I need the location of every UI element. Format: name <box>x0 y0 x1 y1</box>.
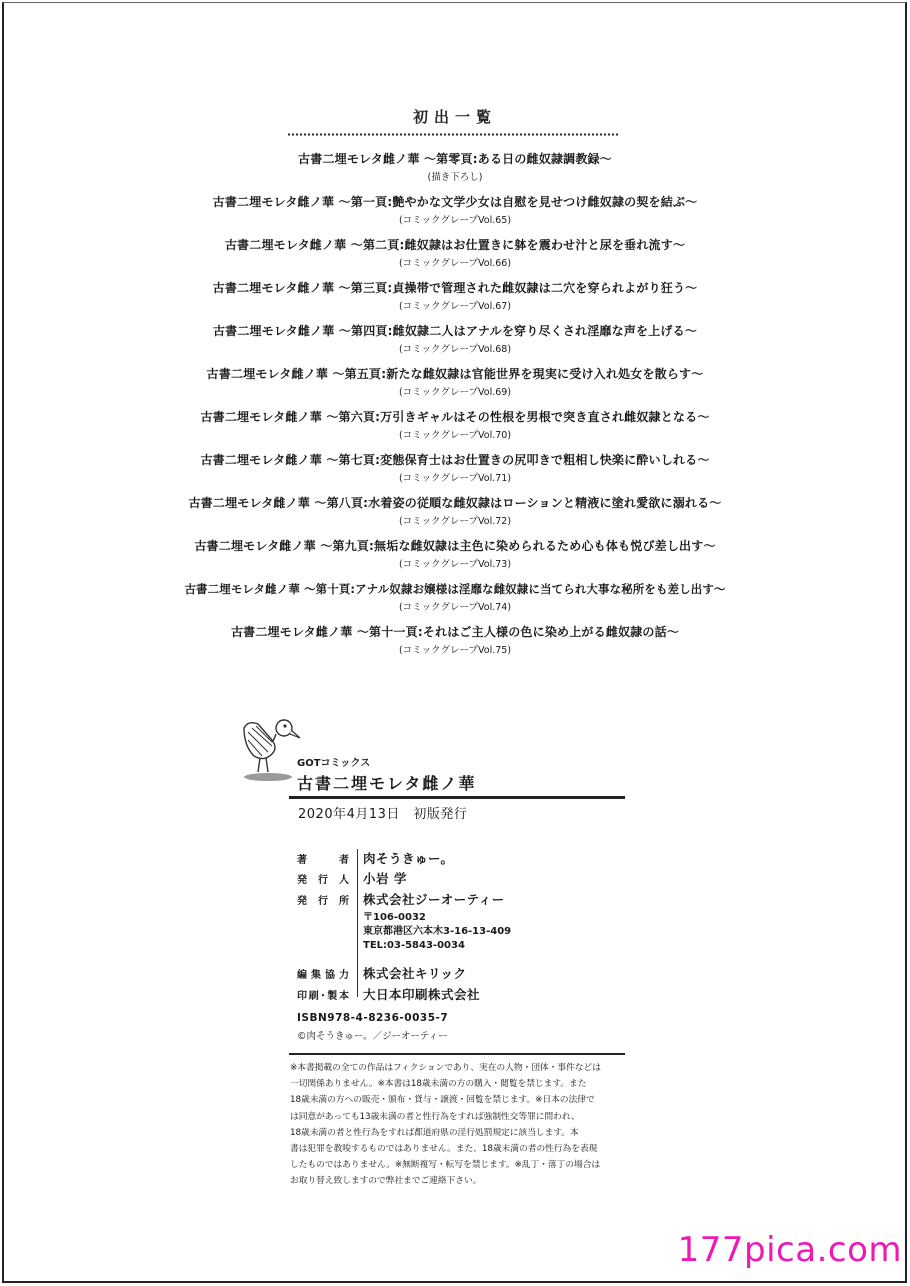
publisher-label: 発行所 <box>297 896 349 907</box>
entry-source: (コミックグレープVol.75) <box>398 645 512 656</box>
list-item <box>0 495 910 538</box>
isbn: ISBN978-4-8236-0035-7 <box>297 1012 449 1024</box>
colophon-row-publisher <box>297 890 627 964</box>
entry-source: (コミックグレープVol.65) <box>398 215 512 226</box>
entry-source: (コミックグレープVol.68) <box>398 344 512 355</box>
printing-label: 印刷･製本 <box>297 991 349 1002</box>
entry-title: 古書二埋モレタ雌ノ華 ～第十一頁:それはご主人様の色に染め上がる雌奴隷の話～ <box>230 625 680 639</box>
book-title: 古書二埋モレタ雌ノ華 <box>297 774 477 793</box>
entry-source: (コミックグレープVol.67) <box>398 301 512 312</box>
copyright: ©肉そうきゅー。／ジーオーティー <box>297 1031 448 1042</box>
colophon-table <box>297 849 627 1006</box>
bird-logo-icon <box>238 714 302 784</box>
list-item <box>0 581 910 624</box>
editing-value: 株式会社キリック <box>363 966 467 981</box>
publisher-person-value: 小岩 学 <box>363 871 407 886</box>
entry-title: 古書二埋モレタ雌ノ華 ～第七頁:変態保育士はお仕置きの尻叩きで粗相し快楽に酔いしれる～ <box>200 453 710 467</box>
list-item <box>0 624 910 667</box>
list-item <box>0 366 910 409</box>
entry-source: (コミックグレープVol.71) <box>398 473 512 484</box>
entry-source: (コミックグレープVol.72) <box>398 516 512 527</box>
list-item <box>0 280 910 323</box>
entry-title: 古書二埋モレタ雌ノ華 ～第五頁:新たな雌奴隷は官能世界を現実に受け入れ処女を散らす～ <box>206 367 704 381</box>
printing-value: 大日本印刷株式会社 <box>363 987 481 1002</box>
colophon-divider <box>289 796 625 799</box>
entry-source: (コミックグレープVol.73) <box>398 559 512 570</box>
colophon-row-printing <box>297 985 627 1006</box>
list-item <box>0 237 910 280</box>
site-watermark: 177pica.com <box>677 1230 902 1270</box>
publish-date: 2020年4月13日 初版発行 <box>298 807 468 822</box>
entry-title: 古書二埋モレタ雌ノ華 ～第十頁:アナル奴隷お嬢様は淫靡な雌奴隷に当てられ大事な秘所をも差し出す～ <box>184 582 726 596</box>
address: 東京都港区六本木3-16-13-409 <box>363 926 512 937</box>
list-item <box>0 452 910 495</box>
author-label: 著 者 <box>297 855 349 866</box>
entry-title: 古書二埋モレタ雌ノ華 ～第六頁:万引きギャルはその性根を男根で突き直され雌奴隷となる～ <box>200 410 710 424</box>
list-item <box>0 151 910 194</box>
series-label: GOTコミックス <box>297 758 371 769</box>
entry-title: 古書二埋モレタ雌ノ華 ～第三頁:貞操帯で管理された雌奴隷は二穴を穿られよがり狂う～ <box>212 281 698 295</box>
entry-title: 古書二埋モレタ雌ノ華 ～第二頁:雌奴隷はお仕置きに躰を震わせ汁と尿を垂れ流す～ <box>224 238 686 252</box>
entry-source: (コミックグレープVol.74) <box>398 602 512 613</box>
postal-code: 〒106-0032 <box>363 912 426 923</box>
publisher-value: 株式会社ジーオーティー <box>363 892 505 907</box>
entry-title: 古書二埋モレタ雌ノ華 ～第九頁:無垢な雌奴隷は主色に染められるため心も体も悦び差し出す～ <box>194 539 716 553</box>
author-value: 肉そうきゅー。 <box>363 851 454 866</box>
entry-title: 古書二埋モレタ雌ノ華 ～第一頁:艶やかな文学少女は自慰を見せつけ雌奴隷の契を結ぶ～ <box>212 195 698 209</box>
notice-divider <box>289 1053 625 1055</box>
list-item <box>0 538 910 581</box>
list-item <box>0 323 910 366</box>
editing-label: 編集協力 <box>297 970 349 981</box>
entry-title: 古書二埋モレタ雌ノ華 ～第零頁:ある日の雌奴隷調教録～ <box>298 152 612 166</box>
entry-title: 古書二埋モレタ雌ノ華 ～第八頁:水着姿の従順な雌奴隷はローションと精液に塗れ愛欲に溺れる～ <box>188 496 722 510</box>
colophon-row-editing <box>297 964 627 985</box>
entry-source: (描き下ろし) <box>427 172 483 183</box>
section-title: 初出一覧 <box>412 108 497 126</box>
entry-source: (コミックグレープVol.69) <box>398 387 512 398</box>
legal-notice: ※本書掲載の全ての作品はフィクションであり、実在の人物・団体・事件などは 一切関係ありません。※本書は18歳未満の方の購入・閲覧を禁じます。また 18歳未満の方への販売・頒布・貸与・譲渡・回覧を禁じます。※日本の法律で は同意があっても13歳未満の者と性行為をすれば強制性交等罪に問われ、 18歳未満の者と性行為をすれば都道府県の淫行処罰規定に該当します。本 書は犯罪を教唆するものではありません。また、18歳未満の者の性行為を表現 したものではありません。※無断複写・転写を禁じます。※乱丁・落丁の場合は お取り替え致しますので弊社までご連絡下さい。 <box>290 1063 601 1187</box>
list-item <box>0 194 910 237</box>
entry-title: 古書二埋モレタ雌ノ華 ～第四頁:雌奴隷二人はアナルを穿り尽くされ淫靡な声を上げる～ <box>212 324 698 338</box>
entry-source: (コミックグレープVol.70) <box>398 430 512 441</box>
colophon-row-publisher-person <box>297 869 627 890</box>
list-item <box>0 409 910 452</box>
entry-source: (コミックグレープVol.66) <box>398 258 512 269</box>
dotted-divider <box>287 133 620 136</box>
colophon-row-author <box>297 849 627 869</box>
first-appearance-list <box>0 151 910 667</box>
telephone: TEL:03-5843-0034 <box>363 940 465 951</box>
publisher-person-label: 発行人 <box>297 875 349 886</box>
